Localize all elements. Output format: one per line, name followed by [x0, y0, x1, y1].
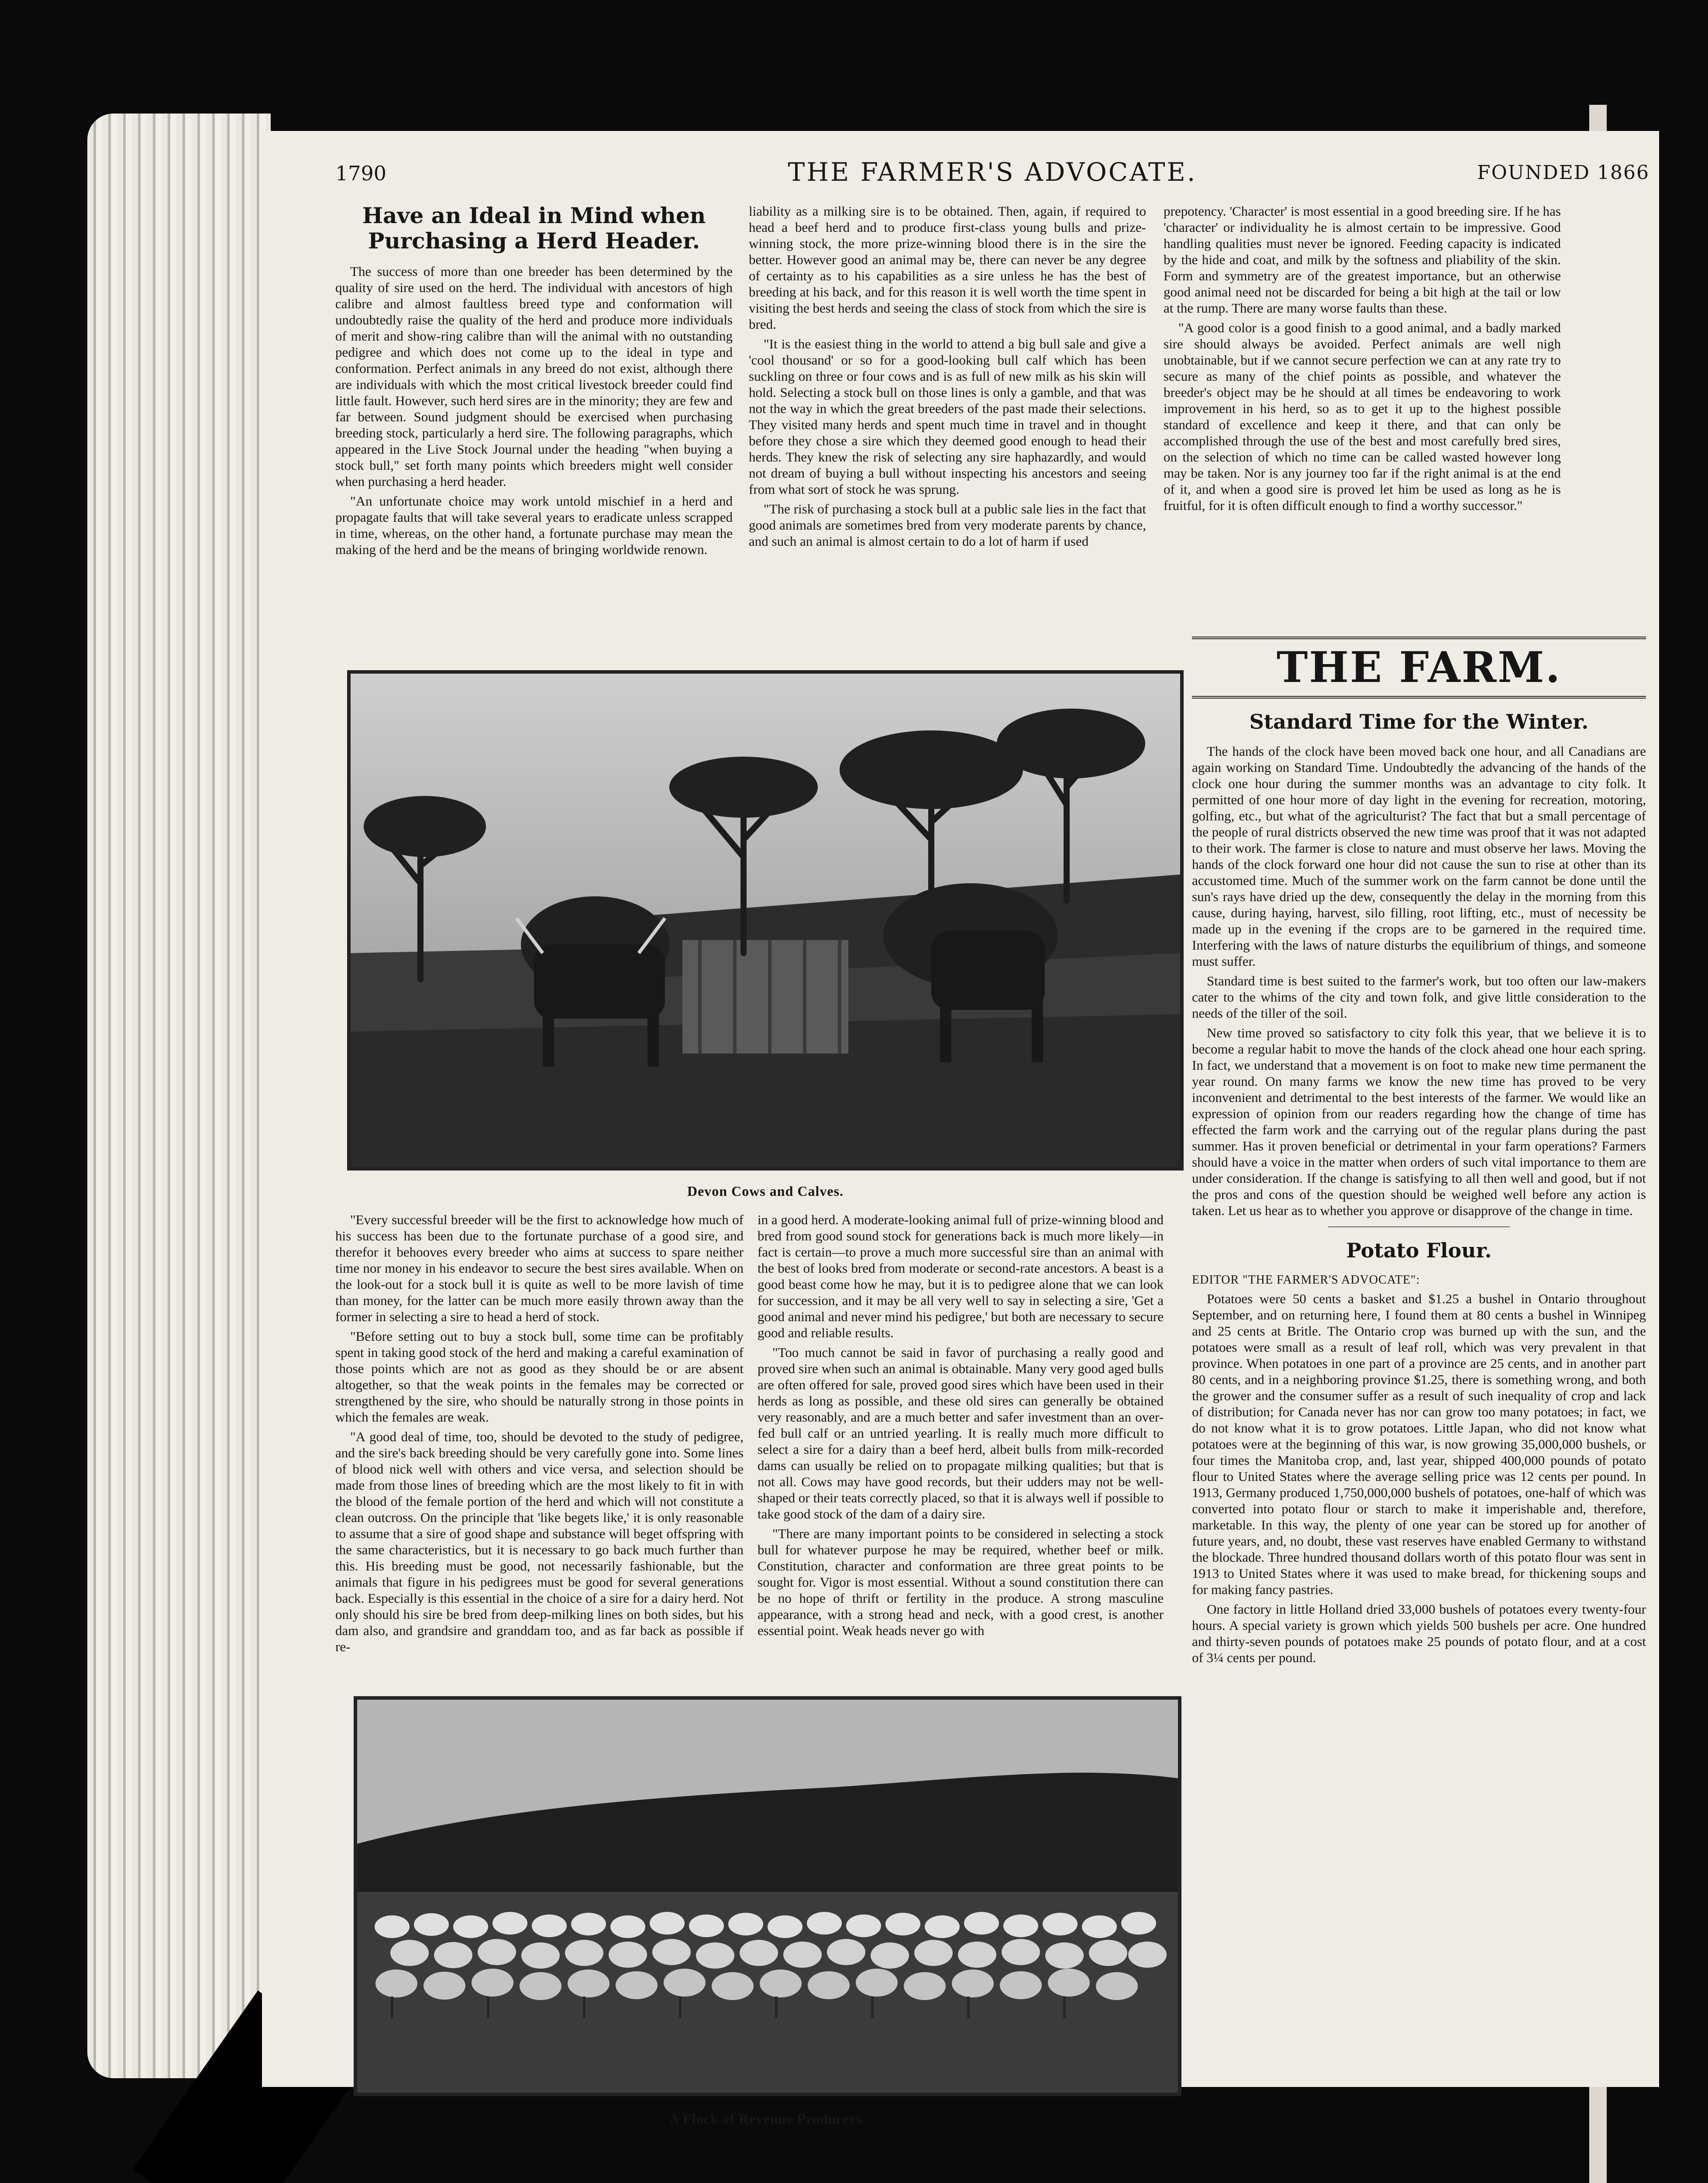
- column-1-top: [335, 203, 733, 561]
- paragraph: One factory in little Holland dried 33,000 bushels of potatoes every twenty-four hours. A special variety is grown which yields 500 bushels per acre. One hundred and thirty-seven pounds of potatoes make 25 pounds of potato flour, and at a cost of 3¼ cents per pound.: [1192, 1601, 1646, 1665]
- editor-line: EDITOR "THE FARMER'S ADVOCATE":: [1192, 1273, 1420, 1287]
- newspaper-page: [262, 131, 1659, 2127]
- founded-label: FOUNDED 1866: [1477, 162, 1649, 184]
- paragraph: liability as a milking sire is to be obtained. Then, again, if required to head a beef herd and to produce first-class young bulls and prize-winning stock, the more prize-winning blood there is in the sire the better. However good an animal may be, there can never be any degree of certainty as to his capabilities as a sire unless he has the best of breeding at his back, and for this reason it is well worth the time spent in visiting the best herds and seeing the class of stock from which the sire is bred.: [749, 203, 1146, 332]
- section-divider: [1328, 1226, 1510, 1227]
- standard-time-heading: Standard Time for the Winter.: [1249, 710, 1589, 733]
- paragraph: prepotency. 'Character' is most essential in a good breeding sire. If he has 'character' or individuality he is almost certain to be impressive. Good handling qualities must never be ignored. Feeding capacity is indicated by the hide and coat, and milk by the softness and pliability of the skin. Form and symmetry are of the greatest importance, but an otherwise good animal need not be discarded for being a bit high at the tail or low at the rump. There are many worse faults than these.: [1164, 203, 1561, 316]
- masthead-title: THE FARMER'S ADVOCATE.: [788, 157, 1197, 187]
- paragraph: "Too much cannot be said in favor of purchasing a really good and proved sire when such an animal is obtainable. Many very good aged bulls are often offered for sale, proved good sires which have been used in their herds as long as possible, and these old sires can generally be obtained very reasonably, and are a much better and safer investment than an over-fed bull calf or an untried yearling. It is really much more difficult to select a sire for a dairy than a beef herd, albeit bulls from milk-recorded dams can usually be relied on to propagate milking qualities; but that is not all. Cows may have good records, but their udders may not be well-shaped or their teats correctly placed, so that it is always well if possible to take good stock of the dam of a dairy sire.: [758, 1345, 1164, 1522]
- farm-section-banner: THE FARM.: [1192, 637, 1646, 699]
- paragraph: "Every successful breeder will be the first to acknowledge how much of his success has been due to the fortunate purchase of a good sire, and therefor it behooves every breeder who aims at success to spare neither time nor money in his endeavor to secure the best sires available. When on the look-out for a stock bull it is quite as well to be more lavish of time than money, for the latter can be much more easily thrown away than the former in selecting a sire to head a herd of stock.: [335, 1212, 744, 1324]
- page-header: [335, 157, 1649, 196]
- book-binding: [87, 114, 271, 2078]
- herd-header-heading: Have an Ideal in Mind when Purchasing a Herd Header.: [362, 203, 706, 254]
- paragraph: The hands of the clock have been moved back one hour, and all Canadians are again working on Standard Time. Undoubtedly the advancing of the hands of the clock one hour during the summer months was an advantage to city folk. It permitted of one hour more of day light in the evening for recreation, motoring, golfing, etc., but what of the agriculturist? The fact that but a small percentage of the people of rural districts observed the new time was proof that it was not adapted to their work. The farmer is close to nature and must observe her laws. Moving the hands of the clock forward one hour did not cause the sun to rise at other than its accustomed time. Much of the summer work on the farm cannot be done until the sun's rays have dried up the dew, consequently the delay in the morning from this cause, during haying, harvest, silo filling, root lifting, etc., must of necessity be made up in the evening if the crops are to be garnered in the required time. Interfering with the laws of nature disturbs the equilibrium of things, and someone must suffer.: [1192, 744, 1646, 969]
- devon-cows-illustration: [351, 674, 1180, 1167]
- paragraph: Potatoes were 50 cents a basket and $1.25 a bushel in Ontario throughout September, and on returning here, I found them at 80 cents a bushel in Winnipeg and 25 cents at Britle. The Ontario crop was burned up with the sun, and the potatoes were small as a result of leaf roll, which was very prevalent in that province. When potatoes in one part of a province are 25 cents, and in another part 80 cents, and in a neighboring province $1.25, there is something wrong, and both the grower and the consumer suffer as a result of such inequality of crop and lack of distribution; for Canada never has nor can grow too many potatoes; in fact, we do not know what it is to grow potatoes. Little Japan, who did not know what potatoes were at the beginning of this war, is now growing 35,000,000 bushels, or four times the Manitoba crop, and, last year, shipped 400,000 pounds of potato flour to United States where the average selling price was 12 cents per pound. In 1913, Germany produced 1,750,000,000 bushels of potatoes, one-half of which was converted into potato flour or starch to make it imperishable and, therefore, marketable. In this way, the plenty of one year can be stored up for another of future years, and, no doubt, these vast reserves have enabled Germany to withstand the blockade. Three hundred thousand dollars worth of this potato flour was sent in 1913 to United States where it was used to make bread, for thickening soups and for making fancy pastries.: [1192, 1291, 1646, 1597]
- paragraph: "A good deal of time, too, should be devoted to the study of pedigree, and the sire's back breeding should be very carefully gone into. Some lines of blood nick well with others and vice versa, and selection should be made from those lines of breeding which are the most likely to fit in with the blood of the female portion of the herd and which will not constitute a clean outcross. On the principle that 'like begets like,' it is only reasonable to assume that a sire of good shape and substance will beget offspring with the same characteristics, but it is necessary to go back much further than this. His breeding must be good, not necessarily fashionable, but the animals that figure in his pedigrees must be good for several generations back. Especially is this essential in the choice of a sire for a dairy herd. Not only should his sire be bred from deep-milking lines on both sides, but his dam also, and grandsire and granddam too, and as far back as possible if re-: [335, 1429, 744, 1654]
- potato-flour-heading: Potato Flour.: [1346, 1239, 1492, 1262]
- column-2-bottom: [758, 1212, 1164, 1642]
- paragraph: The success of more than one breeder has been determined by the quality of sire used on the herd. The individual with ancestors of high calibre and almost faultless breed type and conformation will undoubtedly raise the quality of the herd and produce more individuals of merit and show-ring calibre than will the animal with no outstanding pedigree and which does not come up to the ideal in type and conformation. Perfect animals in any breed do not exist, although there are individuals with which the most critical livestock breeder could find little fault. However, such herd sires are in the minority; they are few and far between. Sound judgment should be exercised when purchasing breeding stock, particularly a herd sire. The following paragraphs, which appeared in the Live Stock Journal under the heading "when buying a stock bull," set forth many points which breeders might well consider when purchasing a herd header.: [335, 264, 733, 489]
- paragraph: "An unfortunate choice may work untold mischief in a herd and propagate faults that will take several years to eradicate unless scrapped in time, whereas, on the other hand, a fortunate purchase may mean the making of the herd and be the means of bringing worldwide renown.: [335, 493, 733, 557]
- flock-photo: [354, 1696, 1181, 2096]
- paragraph: Standard time is best suited to the farmer's work, but too often our law-makers cater to the whims of the city and town folk, and give little consideration to the needs of the tiller of the soil.: [1192, 973, 1646, 1021]
- paragraph: "Before setting out to buy a stock bull, some time can be profitably spent in taking good stock of the herd and making a careful examination of those points which are not as good as they should be or are absent altogether, so that the weak points in the females may be corrected or strengthened by the sire, who should be naturally strong in those points in which the females are weak.: [335, 1329, 744, 1425]
- paragraph: in a good herd. A moderate-looking animal full of prize-winning blood and bred from good sound stock for generations back is much more likely—in fact is certain—to prove a much more successful sire than an animal with the best of looks bred from moderate or second-rate ancestors. A beast is a good beast come how he may, but it is to pedigree alone that we can look for succession, and it may be all very well to say in selecting a sire, 'Get a good animal and never mind his pedigree,' but both are necessary to secure good and reliable results.: [758, 1212, 1164, 1340]
- column-3-farm: [1192, 629, 1646, 1669]
- column-2-top: [749, 203, 1146, 553]
- devon-cows-photo: [347, 670, 1184, 1171]
- flock-caption: A Flock of Revenue Producers.: [669, 2111, 866, 2127]
- flock-illustration: [357, 1700, 1178, 2093]
- paragraph: "There are many important points to be considered in selecting a stock bull for whatever purpose he may be required, whether beef or milk. Constitution, character and conformation are three great points to be sought for. Vigor is most essential. Without a sound constitution there can be no hope of thrift or fertility in the produce. A strong masculine appearance, with a strong head and neck, with a good crest, is another essential point. Weak heads never go with: [758, 1526, 1164, 1638]
- devon-cows-caption: Devon Cows and Calves.: [687, 1183, 844, 1199]
- paragraph: "It is the easiest thing in the world to attend a big bull sale and give a 'cool thousand' or so for a good-looking bull calf which has been suckling on three or four cows and is as full of new milk as his skin will hold. Selecting a stock bull on those lines is only a gamble, and that was not the way in which the great breeders of the past made their selections. They visited many herds and spent much time in travel and in thought before they chose a sire which they deemed good enough to head their herds. They knew the risk of selecting any sire haphazardly, and would not dream of buying a bull without inspecting his ancestors and seeing from what sort of stock he was sprung.: [749, 336, 1146, 497]
- paragraph: "The risk of purchasing a stock bull at a public sale lies in the fact that good animals are sometimes bred from very moderate parents by chance, and such an animal is almost certain to do a lot of harm if used: [749, 501, 1146, 549]
- paragraph: "A good color is a good finish to a good animal, and a badly marked sire should always be avoided. Perfect animals are well nigh unobtainable, but if we cannot secure perfection we can at any rate try to secure as many of the chief points as possible, and whatever the breeder's object may be he should at all times be endeavoring to work improvement in his herd, so as to get it up to the highest possible standard of excellence and keep it there, and that can only be accomplished through the use of the best and most carefully bred sires, on the selection of which no time can be called wasted however long may be taken. Nor is any journey too far if the right animal is at the end of it, and when a good sire is proved let him be used as long as he is fruitful, for it is often difficult enough to find a worthy successor.": [1164, 320, 1561, 513]
- page-number: 1790: [335, 162, 387, 185]
- column-1-bottom: [335, 1212, 744, 1658]
- column-3-top: [1164, 203, 1561, 517]
- paragraph: New time proved so satisfactory to city folk this year, that we believe it is to become a regular habit to move the hands of the clock ahead one hour each spring. In fact, we understand that a movement is on foot to make new time permanent the year round. On many farms we know the new time has proved to be very inconvenient and detrimental to the best interests of the farmer. We would like an expression of opinion from our readers regarding how the change of time has effected the farm work and the carrying out of the regular plans during the past summer. Has it proven beneficial or detrimental in your farm operations? Farmers should have a voice in the matter when orders of such vital importance to them are under consideration. If the change is satisfying to all then well and good, but if not the pros and cons of the question should be weighed well before any action is taken. Let us hear as to whether you approve or disapprove of the change in time.: [1192, 1025, 1646, 1218]
